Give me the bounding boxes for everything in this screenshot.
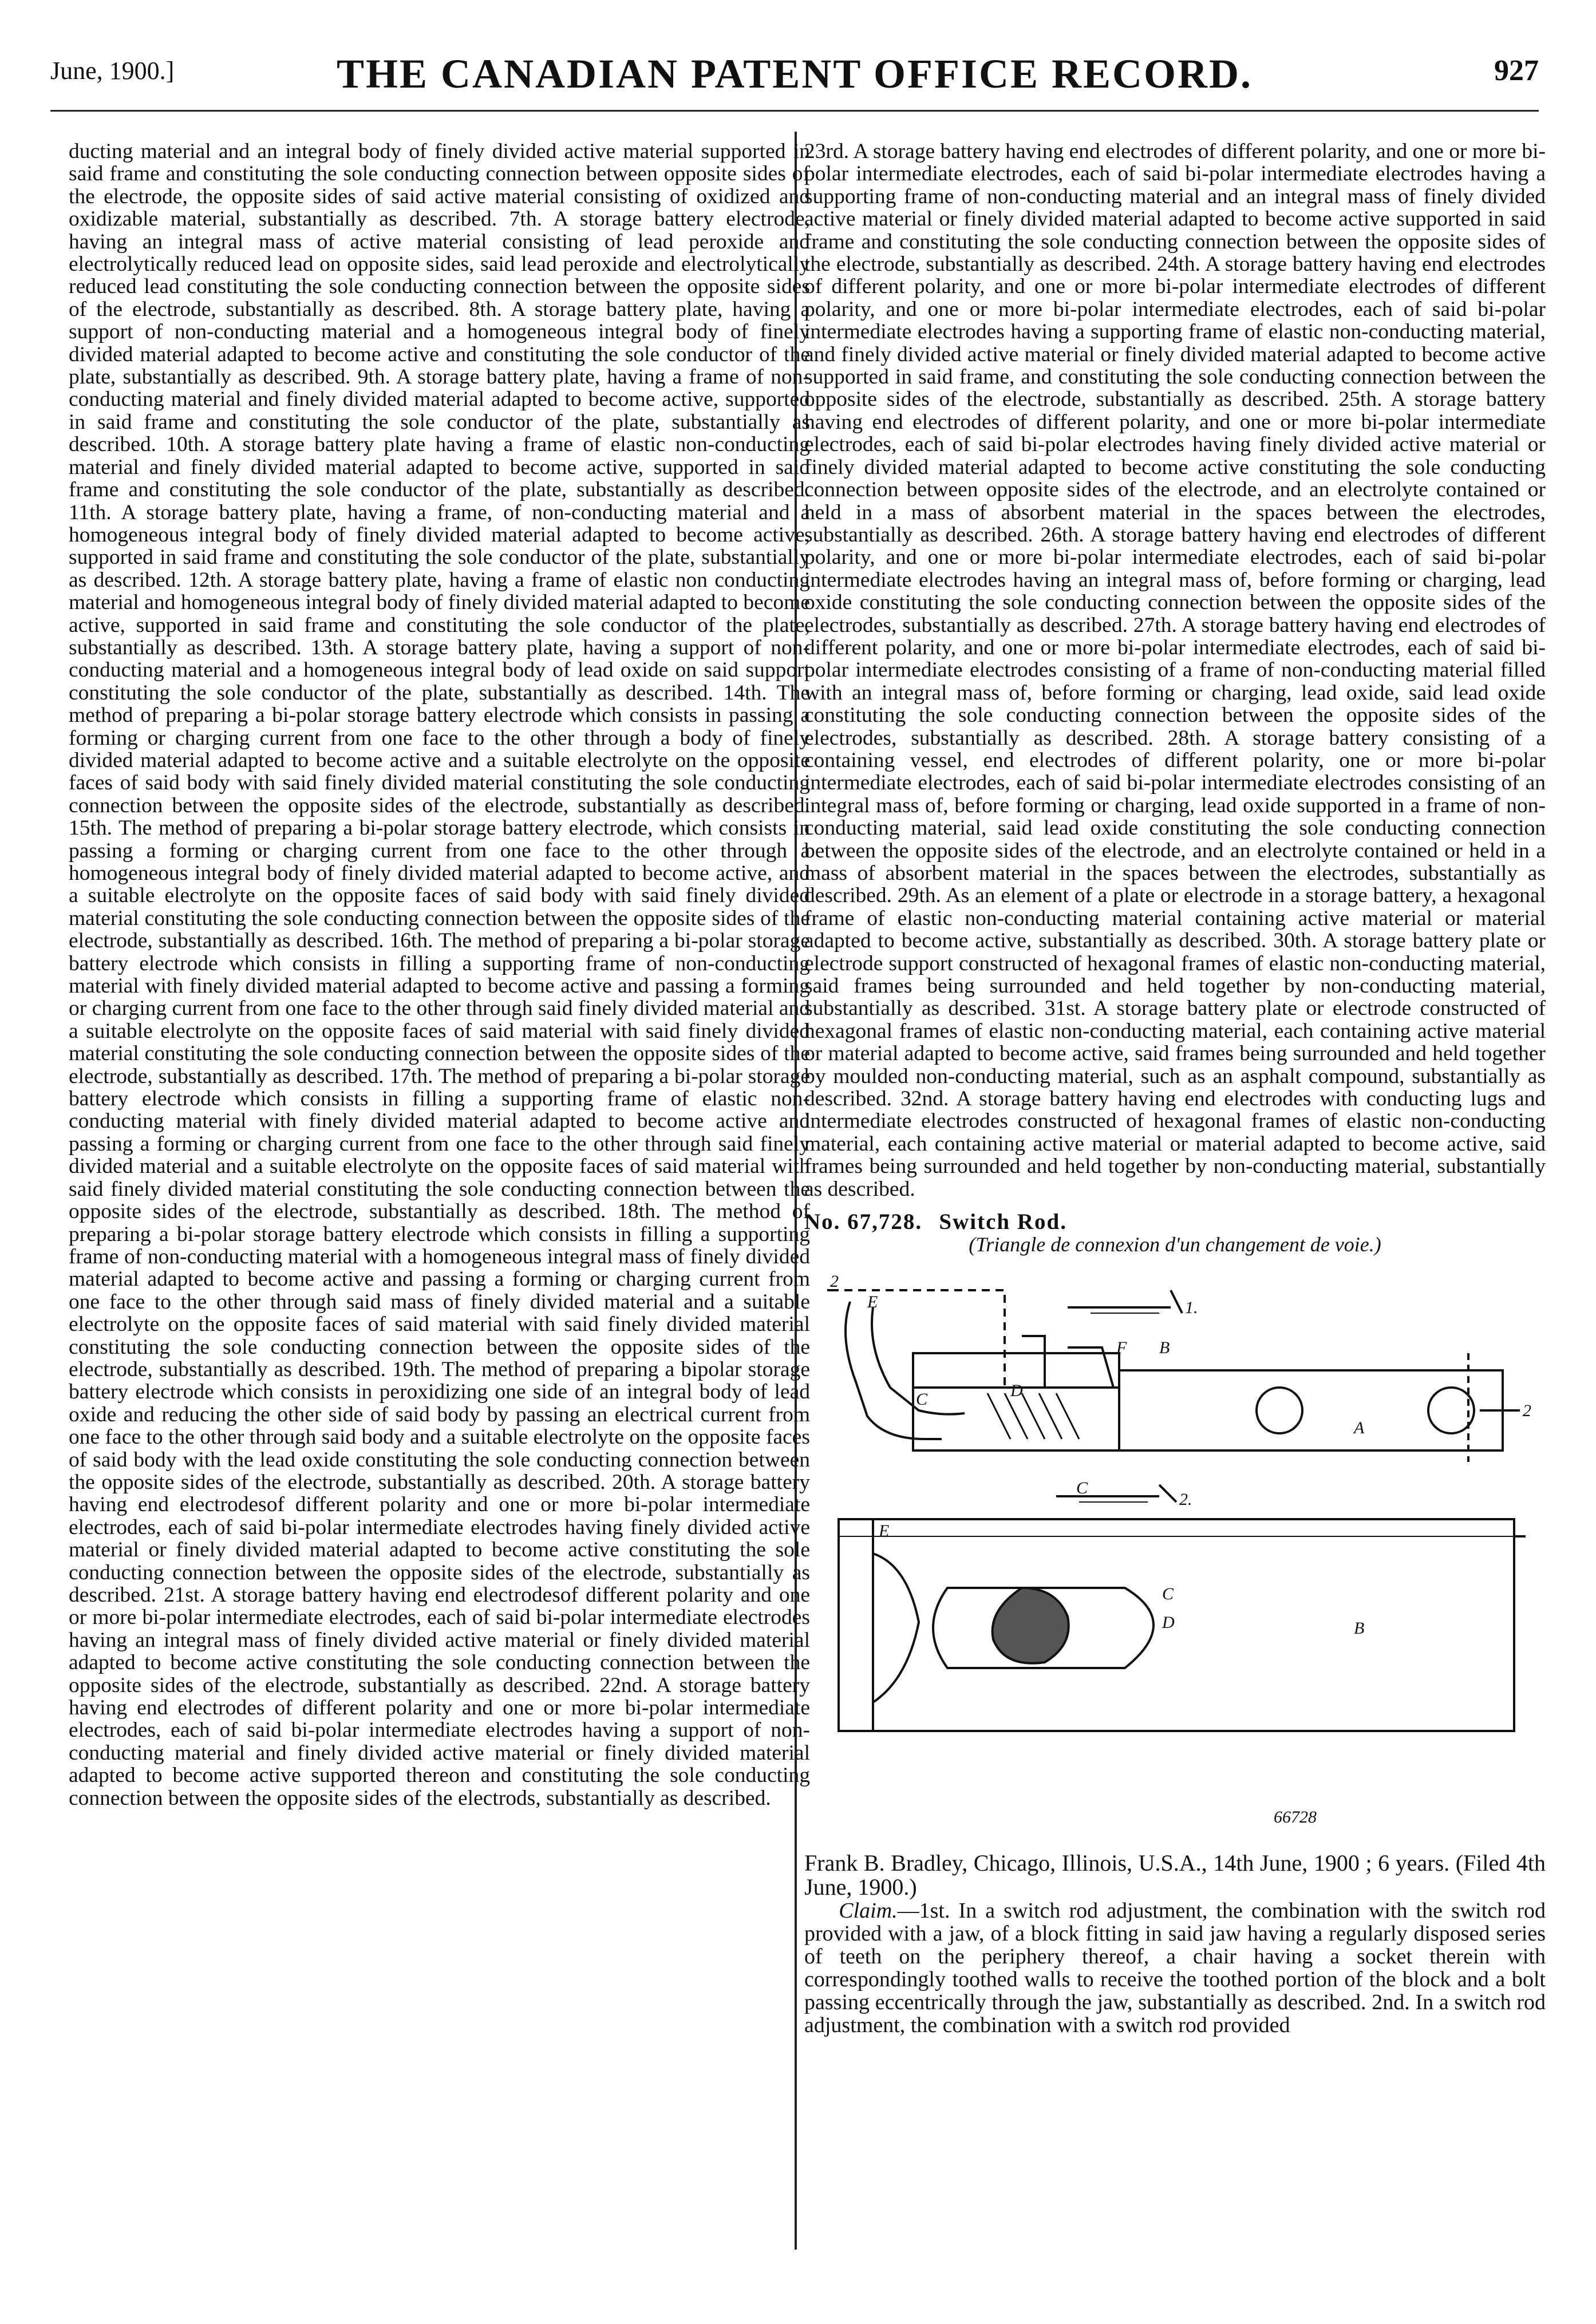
label-c-fig2: C — [1162, 1584, 1174, 1603]
fig1-label: 1. — [1185, 1298, 1198, 1317]
figure-ref-2-right: 2 — [1523, 1401, 1531, 1420]
label-d-fig2: D — [1162, 1612, 1175, 1632]
header-rule — [50, 110, 1539, 112]
label-b-fig1: B — [1159, 1338, 1170, 1357]
patent-heading — [804, 1211, 1546, 1233]
left-column-text: ducting material and an integral body of finely divided active material supported in said frame and constituting the sole conducting connection between opposite sides of the electrode, the opposite sides of said active material consisting of oxidized and oxidizable material, substantially as described. 7th. A storage battery electrode, having an integral mass of active material consisting of lead peroxide and electrolytically reduced lead on opposite sides, said lead peroxide and electrolytically reduced lead constituting the sole conducting connection between the opposite sides of the electrode, substantially as described. 8th. A storage battery plate, having a support of non-conducting material and a homogeneous integral body of finely divided material adapted to become active and constituting the sole conductor of the plate, substantially as described. 9th. A storage battery plate, having a frame of non-conducting material and finely divided material adapted to become active, supported in said frame and constituting the sole conductor of the plate, substantially as described. 10th. A storage battery plate having a frame of elastic non-conducting material and finely divided material adapted to become active, supported in said frame and constituting the sole conductor of the plate, substantially as described. 11th. A storage battery plate, having a frame, of non-conducting material and a homogeneous integral body of finely divided material adapted to become active, supported in said frame and constituting the sole conductor of the plate, substantially as described. 12th. A storage battery plate, having a frame of elastic non conducting material and homogeneous integral body of finely divided material adapted to become active, supported in said frame and constituting the sole conductor of the plate, substantially as described. 13th. A storage battery plate, having a support of non-conducting material and a homogeneous integral body of lead oxide on said support constituting the sole conductor of the plate, substantially as described. 14th. The method of preparing a bi-polar storage battery electrode which consists in passing a forming or charging current from one face to the other through a body of finely divided material adapted to become active and a suitable electrolyte on the opposite faces of said body with said finely divided material constituting the sole conducting connection between the opposite sides of the electrode, substantially as described. 15th. The method of preparing a bi-polar storage battery electrode, which consists in passing a forming or charging current from one face to the other through a homogeneous integral body of finely divided material adapted to become active, and a suitable electrolyte on the opposite faces of said body with said finely divided material constituting the sole conducting connection between the opposite sides of the electrode, substantially as described. 16th. The method of preparing a bi-polar storage battery electrode which consists in filling a supporting frame of non-conducting material with finely divided material adapted to become active and passing a forming or charging current from one face to the other through said finely divided material and a suitable electrolyte on the opposite faces of said material with said finely divided material constituting the sole conducting connection between the opposite sides of the electrode, substantially as described. 17th. The method of preparing a bi-polar storage battery electrode which consists in filling a supporting frame of elastic non-conducting material with finely divided material adapted to become active and passing a forming or charging current from one face to the other through said finely divided material and a suitable electrolyte on the opposite faces of said material with said finely divided material constituting the sole conducting connection between the opposite sides of the electrode, substantially as described. 18th. The method of preparing a bi-polar storage battery electrode which consists in filling a supporting frame of non-conducting material with a homogeneous integral mass of finely divided material adapted to become active and passing a forming or charging current from one face to the other through said mass of finely divided material and a suitable electrolyte on the opposite faces of said material with said finely divided material constituting the sole conducting connection between the opposite sides of the electrode, substantially as described. 19th. The method of preparing a bipolar storage battery electrode which consists in peroxidizing one side of an integral body of lead oxide and reducing the other side of said body by passing an electrical current from one face to the other through said body and a suitable electrolyte on the opposite faces of said body with the lead oxide constituting the sole conducting connection between the opposite sides of the electrode, substantially as described. 20th. A storage battery having end electrodesof different polarity and one or more bi-polar intermediate electrodes, each of said bi-polar intermediate electrodes having finely divided active material or finely divided material adapted to become active constituting the sole conducting connection between the opposite sides of the electrode, substantially as described. 21st. A storage battery having end electrodesof different polarity and one or more bi-polar intermediate electrodes, each of said bi-polar intermediate electrodes having an integral mass of finely divided active material or finely divided material adapted to become active constituting the sole conducting connection between the opposite sides of the electrode, substantially as described. 22nd. A storage battery having end electrodes of different polarity and one or more bi-polar intermediate electrodes, each of said bi-polar intermediate electrodes having a support of non-conducting material and finely divided active material or finely divided material adapted to become active supported thereon and constituting the sole conducting connection between the opposite sides of the electrods, substantially as described. — [69, 140, 810, 1810]
page-number: 927 — [1494, 54, 1539, 87]
label-f-fig1: F — [1116, 1338, 1127, 1357]
figure-handwritten-number: 66728 — [1274, 1807, 1317, 1827]
switch-rod-drawing — [804, 1267, 1546, 1851]
patent-claim — [804, 1899, 1546, 2037]
label-e-fig1: E — [867, 1292, 878, 1311]
page-header — [50, 34, 1539, 97]
patent-number: No. 67,728. — [804, 1210, 923, 1235]
left-column — [69, 140, 810, 1809]
label-b-fig2: B — [1354, 1618, 1365, 1638]
right-column-text: 23rd. A storage battery having end electrodes of different polarity, and one or more bi-polar intermediate electrodes, each of said bi-polar intermediate electrodes having a supporting frame of non-conducting material and an integral mass of finely divided active material or finely divided material adapted to become active supported in said frame and constituting the sole conducting connection between the opposite sides of the electrode, substantially as described. 24th. A storage battery having end electrodes of different polarity, and one or more bi-polar intermediate electrodes of different polarity, and one or more bi-polar intermediate electrodes, each of said bi-polar intermediate electrodes having a supporting frame of elastic non-conducting material, and finely divided active material or finely divided material adapted to become active supported in said frame, and constituting the sole conducting connection between the opposite sides of the electrode, substantially as described. 25th. A storage battery having end electrodes of different polarity, and one or more bi-polar intermediate electrodes, each of said bi-polar electrodes having finely divided active material or finely divided material adapted to become active constituting the sole conducting connection between opposite sides of the electrode, and an electrolyte contained or held in a mass of absorbent material in the spaces between the electrodes, substantially as described. 26th. A storage battery having end electrodes of different polarity, and one or more bi-polar intermediate electrodes, each of said bi-polar intermediate electrodes having an integral mass of, before forming or charging, lead oxide constituting the sole conducting connection between the opposite sides of the electrodes, substantially as described. 27th. A storage battery having end electrodes of different polarity, and one or more bi-polar intermediate electrodes, each of said bi-polar intermediate electrodes consisting of a frame of non-conducting material filled with an integral mass of, before forming or charging, lead oxide, said lead oxide constituting the sole conducting connection between the opposite sides of the electrodes, substantially as described. 28th. A storage battery consisting of a containing vessel, end electrodes of different polarity, one or more bi-polar intermediate electrodes, each of said bi-polar intermediate electrodes consisting of an integral mass of, before forming or charging, lead oxide supported in a frame of non-conducting material, said lead oxide constituting the sole conducting connection between the opposite sides of the electrode, and an electrolyte contained or held in a mass of absorbent material in the spaces between the electrodes, substantially as described. 29th. As an element of a plate or electrode in a storage battery, a hexagonal frame of elastic non-conducting material containing active material or material adapted to become active, substantially as described. 30th. A storage battery plate or electrode support constructed of hexagonal frames of elastic non-conducting material, said frames being surrounded and held together by non-conducting material, substantially as described. 31st. A storage battery plate or electrode constructed of hexagonal frames of elastic non-conducting material, each containing active material or material adapted to become active, said frames being surrounded and held together by moulded non-conducting material, such as an asphalt compound, substantially as described. 32nd. A storage battery having end electrodes with conducting lugs and intermediate electrodes constructed of hexagonal frames of elastic non-conducting material, each containing active material or material adapted to become active, said frames being surrounded and held together by non-conducting material, substantially as described. — [804, 140, 1546, 1201]
right-column — [804, 140, 1546, 2037]
figure-ref-2-top: 2 — [830, 1271, 839, 1291]
fig2-label: 2. — [1179, 1489, 1192, 1509]
patent-name: Switch Rod. — [939, 1210, 1067, 1235]
label-c-fig1: C — [916, 1389, 928, 1409]
journal-title: THE CANADIAN PATENT OFFICE RECORD. — [336, 51, 1253, 97]
issue-date: June, 1900.] — [50, 57, 175, 85]
claim-text: —1st. In a switch rod adjustment, the combination with the switch rod provided with a jaw, of a block fitting in said jaw having a regularly disposed series of teeth on the periphery thereof, a chair having a socket therein with correspondingly toothed walls to receive the toothed portion of the block and a bolt passing eccentrically through the jaw, substantially as described. 2nd. In a switch rod adjustment, the combination with a switch rod provided — [804, 1898, 1546, 2037]
patent-figure — [804, 1267, 1546, 1851]
patent-french-title: (Triangle de connexion d'un changement de voie.) — [969, 1232, 1381, 1256]
label-c-below-fig1: C — [1076, 1478, 1088, 1497]
patent-inventor: Frank B. Bradley, Chicago, Illinois, U.S.A., 14th June, 1900 ; 6 years. (Filed 4th June, 1900.) — [804, 1849, 1546, 1900]
label-d-fig1: D — [1010, 1381, 1023, 1400]
label-a-fig1: A — [1354, 1418, 1365, 1437]
label-e-fig2: E — [879, 1521, 890, 1540]
claim-lead: Claim. — [839, 1898, 898, 1923]
